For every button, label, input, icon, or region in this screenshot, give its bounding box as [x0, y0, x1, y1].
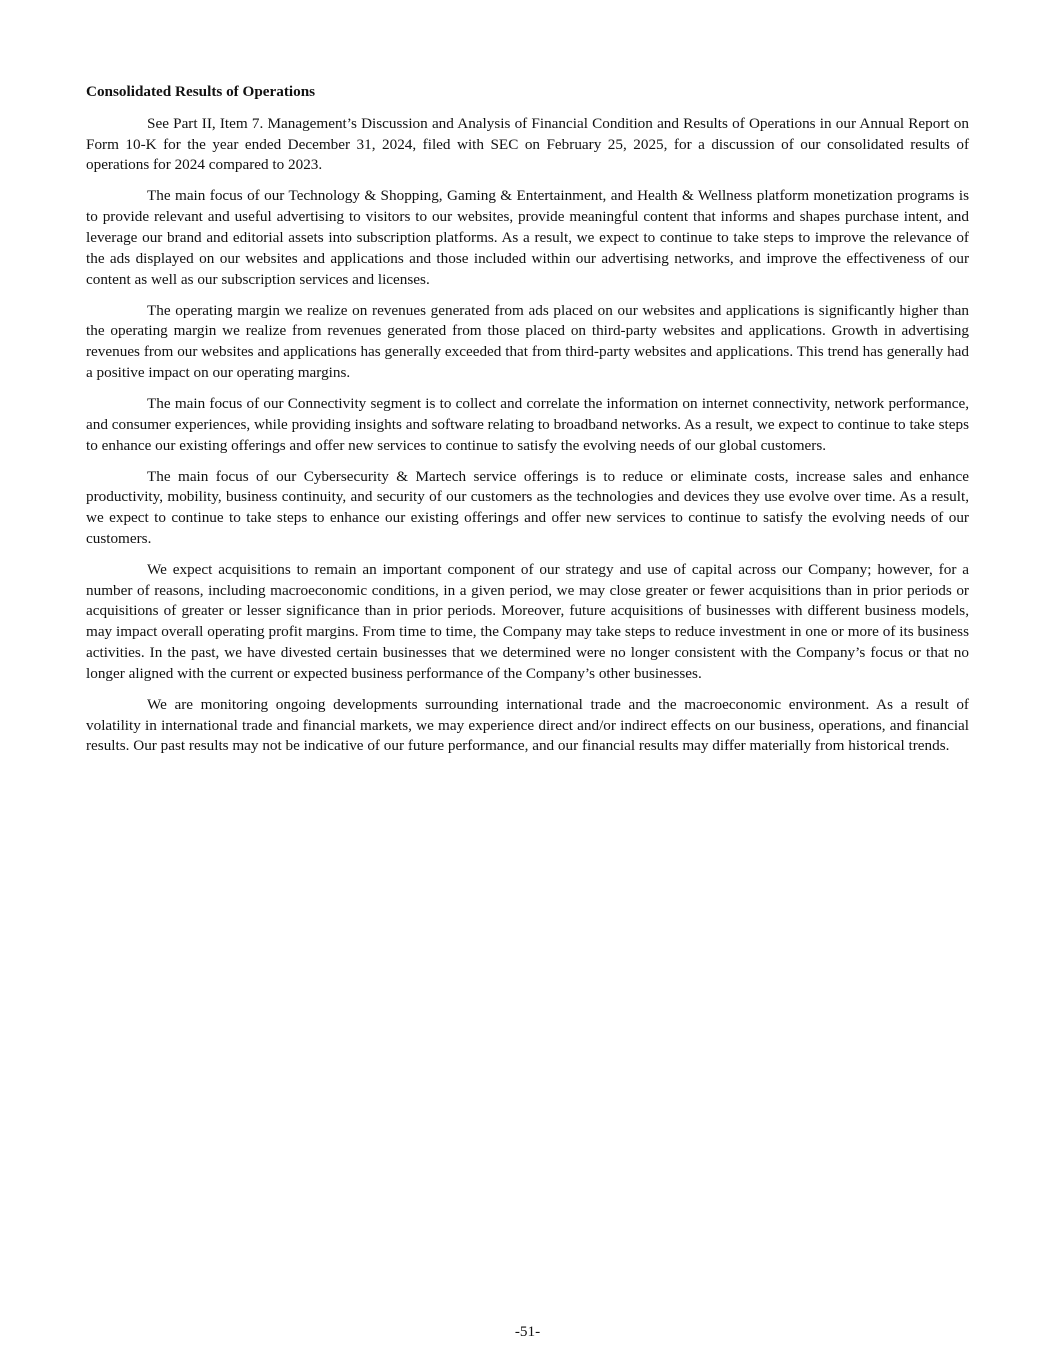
paragraph-acquisitions: We expect acquisitions to remain an important component of our strategy and use of capital across our Company; however, for a number of reasons, including macroeconomic conditions, in a given period, we may close greater or fewer acquisitions than in prior periods or acquisitions of greater or lesser significance than in prior periods. Moreover, future acquisitions of businesses with different business models, may impact overall operating profit margins. From time to time, the Company may take steps to reduce investment in one or more of its business activities. In the past, we have divested certain businesses that we determined were no longer consistent with the Company’s focus or that no longer aligned with the current or expected business performance of the Company’s other businesses. — [86, 560, 969, 682]
paragraph-international-trade: We are monitoring ongoing developments surrounding international trade and the macroeconomic environment. As a result of volatility in international trade and financial markets, we may experience direct and/or indirect effects on our business, operations, and financial results. Our past results may not be indicative of our future performance, and our financial results may differ materially from historical trends. — [86, 695, 969, 755]
section-title: Consolidated Results of Operations — [86, 83, 316, 100]
paragraph-platform-monetization: The main focus of our Technology & Shopping, Gaming & Entertainment, and Health & Wellness platform monetization programs is to provide relevant and useful advertising to visitors to our websites, provide meaningful content that informs and shapes purchase intent, and leverage our brand and editorial assets into subscription platforms. As a result, we expect to continue to take steps to improve the relevance of the ads displayed on our websites and applications and those included within our advertising networks, and improve the effectiveness of our content as well as our subscription services and licenses. — [86, 187, 969, 288]
paragraph-operating-margin: The operating margin we realize on revenues generated from ads placed on our websites and applications is significantly higher than the operating margin we realize from revenues generated from those placed on third-party websites and applications. Growth in advertising revenues from our websites and applications has generally exceeded that from third-party websites and applications. This trend has generally had a positive impact on our operating margins. — [86, 301, 969, 381]
paragraph-form-10k-reference: See Part II, Item 7. Management’s Discussion and Analysis of Financial Condition and Results of Operations in our Annual Report on Form 10-K for the year ended December 31, 2024, filed with SEC on February 25, 2025, for a discussion of our consolidated results of operations for 2024 compared to 2023. — [86, 114, 969, 174]
paragraph-connectivity-segment: The main focus of our Connectivity segment is to collect and correlate the information on internet connectivity, network performance, and consumer experiences, while providing insights and software relating to broadband networks. As a result, we expect to continue to take steps to enhance our existing offerings and offer new services to continue to satisfy the evolving needs of our global customers. — [86, 394, 969, 454]
page-number: -51- — [514, 1323, 541, 1340]
page-content — [86, 82, 969, 767]
paragraph-cybersecurity-martech: The main focus of our Cybersecurity & Martech service offerings is to reduce or eliminate costs, increase sales and enhance productivity, mobility, business continuity, and security of our customers as the technologies and devices they use evolve over time. As a result, we expect to continue to take steps to enhance our existing offerings and offer new services to continue to satisfy the evolving needs of our customers. — [86, 467, 969, 547]
